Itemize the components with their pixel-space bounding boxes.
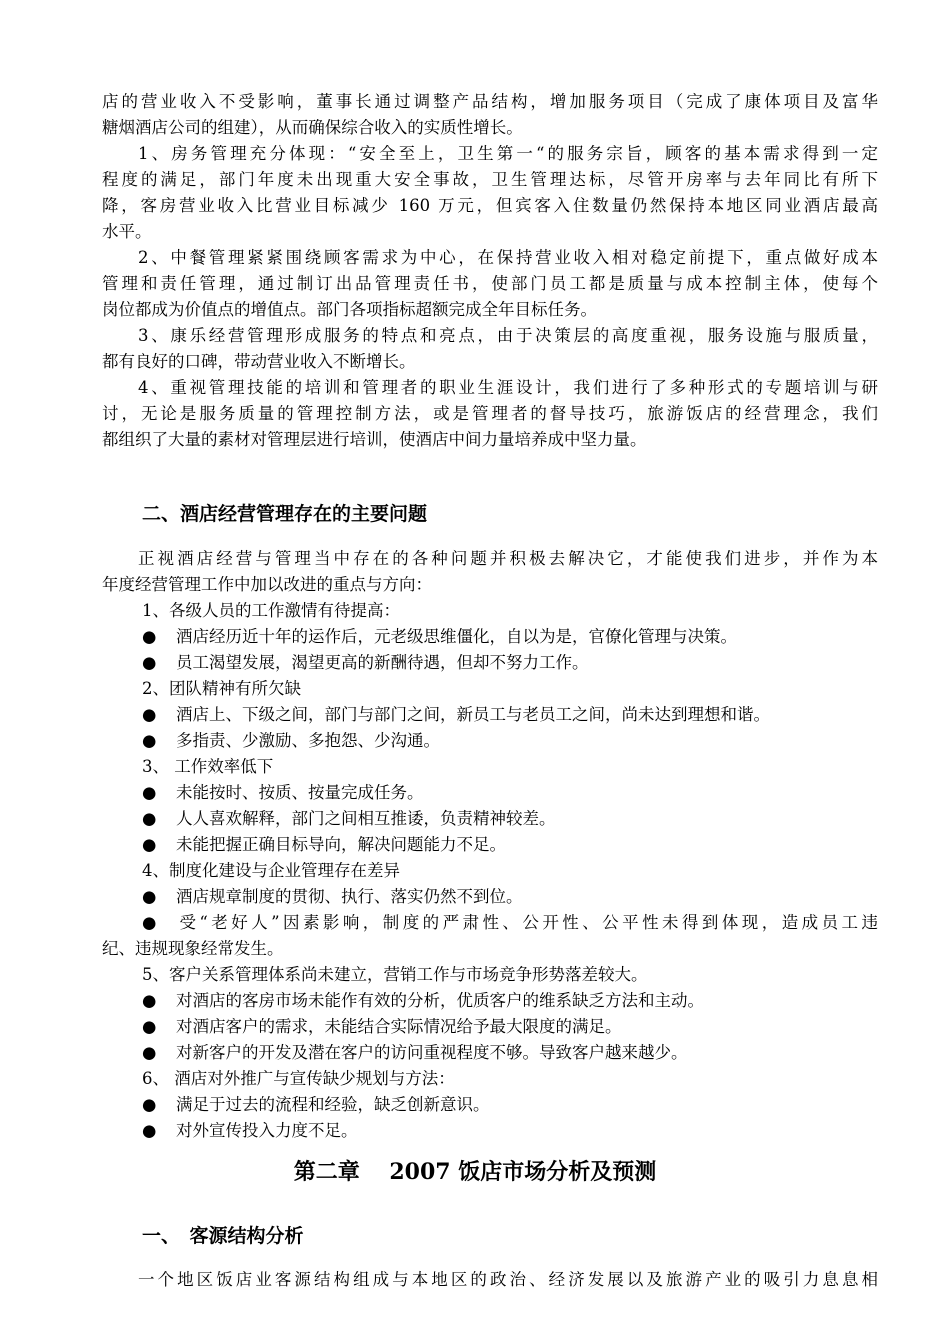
bullet-icon: ● <box>142 627 157 646</box>
p3-line-1: 3、康乐经营管理形成服务的特点和亮点，由于决策层的高度重视，服务设施与服质量， <box>138 326 878 345</box>
section-heading-problems: 二、酒店经营管理存在的主要问题 <box>142 503 428 525</box>
issue-title-4: 4、制度化建设与企业管理存在差异 <box>142 861 400 880</box>
bullet-icon: ● <box>142 731 157 750</box>
list-item: ● 对外宣传投入力度不足。 <box>142 1118 358 1144</box>
customer-structure-line-1: 一个地区饭店业客源结构组成与本地区的政治、经济发展以及旅游产业的吸引力息息相 <box>138 1270 878 1289</box>
issue-title-5: 5、客户关系管理体系尚未建立，营销工作与市场竞争形势落差较大。 <box>142 965 648 984</box>
list-item: ● 酒店上、下级之间，部门与部门之间，新员工与老员工之间，尚未达到理想和谐。 <box>142 702 770 728</box>
bullet-icon: ● <box>142 913 157 932</box>
list-item: ● 对新客户的开发及潜在客户的访问重视程度不够。导致客户越来越少。 <box>142 1040 688 1066</box>
section2-intro-line-2: 年度经营管理工作中加以改进的重点与方向： <box>102 575 432 594</box>
p1-line-2: 程度的满足，部门年度未出现重大安全事故，卫生管理达标，尽管开房率与去年同比有所下 <box>102 170 878 189</box>
list-item: ● 满足于过去的流程和经验，缺乏创新意识。 <box>142 1092 490 1118</box>
issue-title-6: 6、 酒店对外推广与宣传缺少规划与方法： <box>142 1069 455 1088</box>
p1-line-3: 降，客房营业收入比营业目标减少 160 万元，但宾客入住数量仍然保持本地区同业酒店最高 <box>102 196 878 215</box>
issue-title-3: 3、 工作效率低下 <box>142 757 274 776</box>
list-item: ● 员工渴望发展，渴望更高的新酬待遇，但却不努力工作。 <box>142 650 589 676</box>
bullet-icon: ● <box>142 1121 157 1140</box>
p1-line-4: 水平。 <box>102 222 152 241</box>
list-item: ● 受“老好人”因素影响，制度的严肃性、公开性、公平性未得到体现，造成员工违 <box>142 910 878 936</box>
list-item: ● 对酒店的客房市场未能作有效的分析，优质客户的维系缺乏方法和主动。 <box>142 988 704 1014</box>
bullet-icon: ● <box>142 1017 157 1036</box>
list-item: ● 酒店规章制度的贯彻、执行、落实仍然不到位。 <box>142 884 523 910</box>
p4-line-2: 讨，无论是服务质量的管理控制方法，或是管理者的督导技巧，旅游饭店的经营理念，我们 <box>102 404 878 423</box>
list-item: ● 多指责、少激励、多抱怨、少沟通。 <box>142 728 440 754</box>
bullet-icon: ● <box>142 809 157 828</box>
p4-line-1: 4、重视管理技能的培训和管理者的职业生涯设计，我们进行了多种形式的专题培训与研 <box>138 378 878 397</box>
bullet-icon: ● <box>142 783 157 802</box>
bullet-icon: ● <box>142 835 157 854</box>
section2-intro-line-1: 正视酒店经营与管理当中存在的各种问题并积极去解决它，才能使我们进步，并作为本 <box>138 549 878 568</box>
bullet-icon: ● <box>142 1043 157 1062</box>
intro-line-2: 糖烟酒店公司的组建），从而确保综合收入的实质性增长。 <box>102 118 523 137</box>
bullet-icon: ● <box>142 887 157 906</box>
issue-title-1: 1、各级人员的工作激情有待提高： <box>142 601 400 620</box>
p2-line-1: 2、中餐管理紧紧围绕顾客需求为中心，在保持营业收入相对稳定前提下，重点做好成本 <box>138 248 878 267</box>
list-item: ● 未能把握正确目标导向，解决问题能力不足。 <box>142 832 506 858</box>
p2-line-3: 岗位都成为价值点的增值点。部门各项指标超额完成全年目标任务。 <box>102 300 597 319</box>
list-item: ● 对酒店客户的需求，未能结合实际情况给予最大限度的满足。 <box>142 1014 622 1040</box>
intro-line-1: 店的营业收入不受影响，董事长通过调整产品结构，增加服务项目（完成了康体项目及富华 <box>102 92 878 111</box>
issue-title-2: 2、团队精神有所欠缺 <box>142 679 301 698</box>
p2-line-2: 管理和责任管理，通过制订出品管理责任书，使部门员工都是质量与成本控制主体，使每个 <box>102 274 878 293</box>
bullet-icon: ● <box>142 653 157 672</box>
list-item-continuation: 纪、违规现象经常发生。 <box>102 939 284 958</box>
list-item: ● 未能按时、按质、按量完成任务。 <box>142 780 424 806</box>
bullet-icon: ● <box>142 1095 157 1114</box>
p3-line-2: 都有良好的口碑，带动营业收入不断增长。 <box>102 352 416 371</box>
p1-line-1: 1、房务管理充分体现：“安全至上，卫生第一“的服务宗旨，顾客的基本需求得到一定 <box>138 144 878 163</box>
p4-line-3: 都组织了大量的素材对管理层进行培训，使酒店中间力量培养成中坚力量。 <box>102 430 647 449</box>
bullet-icon: ● <box>142 991 157 1010</box>
list-item: ● 酒店经历近十年的运作后，元老级思维僵化，自以为是，官僚化管理与决策。 <box>142 624 737 650</box>
bullet-icon: ● <box>142 705 157 724</box>
list-item: ● 人人喜欢解释，部门之间相互推诿，负责精神较差。 <box>142 806 556 832</box>
section-heading-customer-structure: 一、 客源结构分析 <box>142 1225 304 1247</box>
chapter-title: 第二章 2007 饭店市场分析及预测 <box>293 1159 657 1185</box>
